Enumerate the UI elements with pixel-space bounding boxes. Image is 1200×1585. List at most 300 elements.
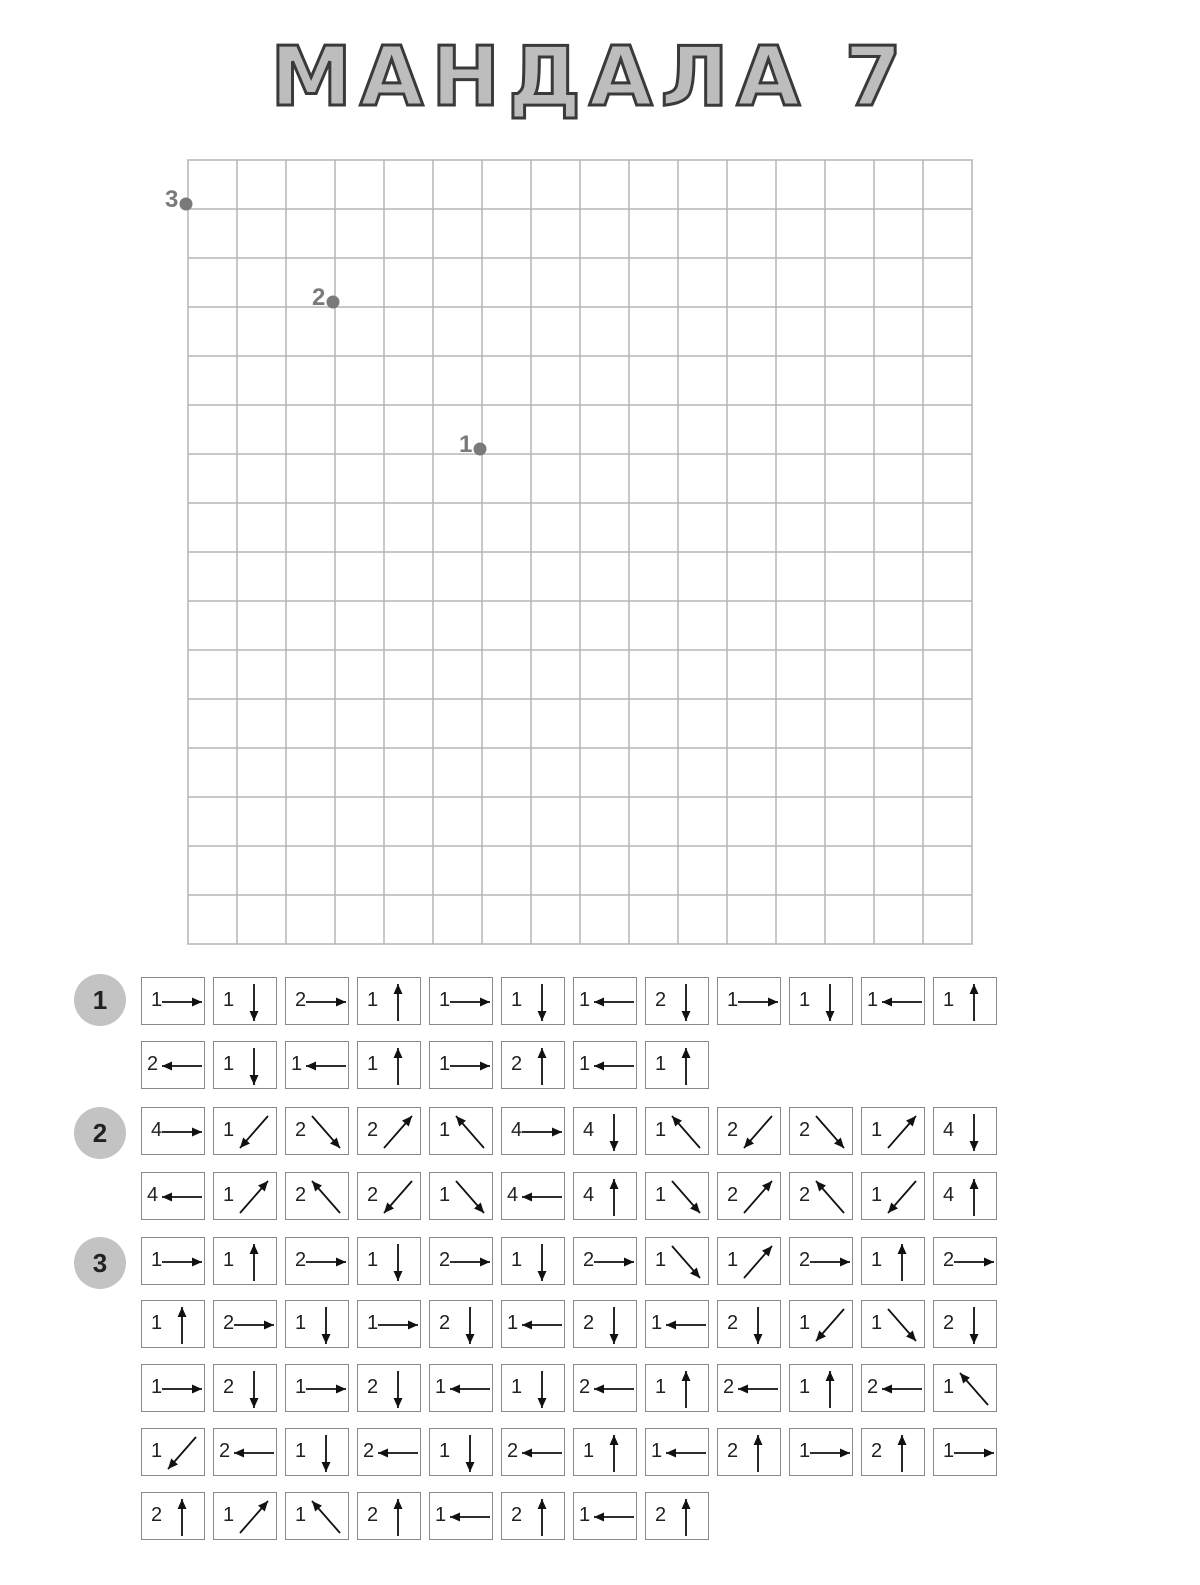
- move-count: 2: [367, 1184, 379, 1206]
- arrow-up-left-icon: [934, 1365, 998, 1413]
- move-count: 1: [579, 989, 591, 1011]
- move-count: 1: [871, 1119, 883, 1141]
- move-count: 2: [147, 1053, 159, 1075]
- move-count: 2: [727, 1184, 739, 1206]
- move-cell-up-right[interactable]: [213, 1492, 277, 1540]
- move-count: 2: [507, 1440, 519, 1462]
- arrow-up-right-icon: [214, 1493, 278, 1541]
- arrow-down-icon: [286, 1301, 350, 1349]
- move-cell-up-right[interactable]: [717, 1237, 781, 1285]
- arrow-down-icon: [430, 1429, 494, 1477]
- move-cell-left[interactable]: [141, 1041, 205, 1089]
- arrow-left-icon: [430, 1493, 494, 1541]
- arrow-down-icon: [646, 978, 710, 1026]
- move-count: 2: [439, 1312, 451, 1334]
- move-count: 1: [507, 1312, 519, 1334]
- move-cell-right[interactable]: [501, 1107, 565, 1155]
- move-cell-down[interactable]: [933, 1107, 997, 1155]
- arrow-left-icon: [718, 1365, 782, 1413]
- move-cell-left[interactable]: [573, 1041, 637, 1089]
- move-count: 1: [367, 1312, 379, 1334]
- instruction-row: [141, 1364, 997, 1412]
- move-count: 1: [151, 1312, 163, 1334]
- page-title: МАНДАЛА 7: [270, 30, 910, 125]
- move-cell-up[interactable]: [861, 1237, 925, 1285]
- arrow-down-icon: [358, 1238, 422, 1286]
- arrow-up-icon: [934, 1173, 998, 1221]
- move-cell-down[interactable]: [789, 977, 853, 1025]
- move-count: 2: [655, 1504, 667, 1526]
- arrow-right-icon: [142, 1365, 206, 1413]
- arrow-right-icon: [790, 1429, 854, 1477]
- move-count: 2: [799, 1249, 811, 1271]
- arrow-right-icon: [430, 1238, 494, 1286]
- arrow-right-icon: [430, 1042, 494, 1090]
- arrow-left-icon: [142, 1173, 206, 1221]
- move-cell-up[interactable]: [357, 1041, 421, 1089]
- move-count: 1: [295, 1376, 307, 1398]
- arrow-down-left-icon: [718, 1108, 782, 1156]
- move-count: 1: [435, 1376, 447, 1398]
- move-count: 1: [655, 1184, 667, 1206]
- arrow-right-icon: [214, 1301, 278, 1349]
- move-count: 1: [223, 1184, 235, 1206]
- move-count: 1: [799, 1440, 811, 1462]
- move-count: 2: [295, 1249, 307, 1271]
- move-cell-up-right[interactable]: [717, 1172, 781, 1220]
- move-count: 1: [871, 1312, 883, 1334]
- arrow-right-icon: [286, 978, 350, 1026]
- move-count: 4: [151, 1119, 163, 1141]
- move-cell-down[interactable]: [357, 1364, 421, 1412]
- arrow-down-left-icon: [142, 1429, 206, 1477]
- move-count: 2: [655, 989, 667, 1011]
- move-count: 4: [943, 1119, 955, 1141]
- move-count: 4: [943, 1184, 955, 1206]
- arrow-left-icon: [502, 1429, 566, 1477]
- arrow-right-icon: [142, 1108, 206, 1156]
- move-cell-up-left[interactable]: [789, 1172, 853, 1220]
- move-count: 1: [799, 1376, 811, 1398]
- move-cell-right[interactable]: [141, 1107, 205, 1155]
- move-cell-left[interactable]: [861, 977, 925, 1025]
- move-count: 1: [943, 1376, 955, 1398]
- move-count: 2: [367, 1376, 379, 1398]
- move-count: 1: [367, 1249, 379, 1271]
- arrow-up-icon: [502, 1042, 566, 1090]
- move-count: 1: [439, 1053, 451, 1075]
- step-badge-1: 1: [74, 974, 126, 1026]
- move-cell-left[interactable]: [429, 1364, 493, 1412]
- move-count: 1: [799, 989, 811, 1011]
- move-cell-up-right[interactable]: [213, 1172, 277, 1220]
- move-count: 4: [583, 1119, 595, 1141]
- move-cell-right[interactable]: [285, 1364, 349, 1412]
- move-count: 2: [799, 1184, 811, 1206]
- move-cell-right[interactable]: [933, 1428, 997, 1476]
- move-cell-up[interactable]: [357, 1492, 421, 1540]
- arrow-up-icon: [646, 1365, 710, 1413]
- move-cell-right[interactable]: [285, 1237, 349, 1285]
- move-cell-right[interactable]: [357, 1300, 421, 1348]
- move-count: 2: [295, 989, 307, 1011]
- move-cell-down[interactable]: [645, 977, 709, 1025]
- arrow-down-right-icon: [430, 1173, 494, 1221]
- arrow-down-right-icon: [286, 1108, 350, 1156]
- move-cell-left[interactable]: [429, 1492, 493, 1540]
- start-point-label: 2: [312, 284, 326, 311]
- arrow-down-right-icon: [646, 1173, 710, 1221]
- move-cell-up[interactable]: [141, 1492, 205, 1540]
- move-count: 1: [295, 1504, 307, 1526]
- move-cell-right[interactable]: [573, 1237, 637, 1285]
- arrow-up-right-icon: [214, 1173, 278, 1221]
- instruction-row: [141, 1172, 997, 1220]
- arrow-left-icon: [574, 1365, 638, 1413]
- arrow-left-icon: [646, 1429, 710, 1477]
- move-cell-up[interactable]: [573, 1172, 637, 1220]
- arrow-up-icon: [790, 1365, 854, 1413]
- arrow-down-left-icon: [358, 1173, 422, 1221]
- instruction-row: [141, 977, 997, 1025]
- move-cell-up[interactable]: [645, 1041, 709, 1089]
- arrow-left-icon: [142, 1042, 206, 1090]
- move-cell-up-left[interactable]: [933, 1364, 997, 1412]
- move-count: 1: [439, 1119, 451, 1141]
- move-count: 2: [727, 1312, 739, 1334]
- move-cell-up[interactable]: [357, 977, 421, 1025]
- arrow-right-icon: [718, 978, 782, 1026]
- arrow-down-left-icon: [790, 1301, 854, 1349]
- move-count: 2: [727, 1119, 739, 1141]
- move-cell-down-left[interactable]: [357, 1172, 421, 1220]
- move-count: 4: [511, 1119, 523, 1141]
- move-cell-up[interactable]: [933, 1172, 997, 1220]
- move-cell-down-right[interactable]: [429, 1172, 493, 1220]
- arrow-down-icon: [502, 1365, 566, 1413]
- step-badge-3: 3: [74, 1237, 126, 1289]
- move-cell-right[interactable]: [141, 977, 205, 1025]
- move-cell-down[interactable]: [573, 1300, 637, 1348]
- start-point-label: 1: [459, 431, 473, 458]
- move-cell-up-left[interactable]: [285, 1492, 349, 1540]
- arrow-down-right-icon: [646, 1238, 710, 1286]
- move-cell-left[interactable]: [357, 1428, 421, 1476]
- move-count: 1: [655, 1119, 667, 1141]
- arrow-up-icon: [358, 1493, 422, 1541]
- move-count: 2: [583, 1249, 595, 1271]
- arrow-down-right-icon: [862, 1301, 926, 1349]
- move-count: 2: [511, 1053, 523, 1075]
- arrow-up-icon: [358, 1042, 422, 1090]
- arrow-up-icon: [718, 1429, 782, 1477]
- arrow-right-icon: [934, 1238, 998, 1286]
- arrow-up-icon: [502, 1493, 566, 1541]
- move-count: 2: [223, 1312, 235, 1334]
- move-cell-right[interactable]: [717, 977, 781, 1025]
- arrow-left-icon: [502, 1301, 566, 1349]
- move-cell-up-right[interactable]: [861, 1107, 925, 1155]
- move-cell-up[interactable]: [213, 1237, 277, 1285]
- arrow-up-icon: [646, 1493, 710, 1541]
- move-count: 1: [367, 989, 379, 1011]
- move-cell-down[interactable]: [501, 977, 565, 1025]
- move-cell-up[interactable]: [141, 1300, 205, 1348]
- arrow-up-icon: [862, 1238, 926, 1286]
- move-count: 4: [507, 1184, 519, 1206]
- move-count: 1: [223, 1249, 235, 1271]
- move-count: 2: [367, 1504, 379, 1526]
- move-cell-left[interactable]: [501, 1300, 565, 1348]
- move-count: 1: [871, 1249, 883, 1271]
- move-count: 2: [223, 1376, 235, 1398]
- move-count: 1: [579, 1504, 591, 1526]
- move-cell-up[interactable]: [573, 1428, 637, 1476]
- arrow-down-icon: [574, 1108, 638, 1156]
- move-count: 1: [223, 989, 235, 1011]
- move-cell-down[interactable]: [213, 1041, 277, 1089]
- start-point-1[interactable]: [474, 443, 487, 456]
- arrow-up-right-icon: [718, 1238, 782, 1286]
- move-cell-left[interactable]: [573, 977, 637, 1025]
- arrow-up-icon: [934, 978, 998, 1026]
- move-count: 1: [799, 1312, 811, 1334]
- move-count: 2: [363, 1440, 375, 1462]
- move-count: 1: [655, 1249, 667, 1271]
- move-cell-left[interactable]: [573, 1364, 637, 1412]
- move-count: 1: [867, 989, 879, 1011]
- move-cell-up[interactable]: [501, 1492, 565, 1540]
- move-cell-down[interactable]: [933, 1300, 997, 1348]
- arrow-down-icon: [934, 1301, 998, 1349]
- move-count: 1: [871, 1184, 883, 1206]
- arrow-up-icon: [574, 1429, 638, 1477]
- arrow-up-left-icon: [286, 1493, 350, 1541]
- arrow-down-icon: [430, 1301, 494, 1349]
- arrow-up-left-icon: [790, 1173, 854, 1221]
- move-count: 1: [439, 1184, 451, 1206]
- move-cell-down[interactable]: [501, 1237, 565, 1285]
- start-point-3[interactable]: [180, 198, 193, 211]
- move-cell-up-right[interactable]: [357, 1107, 421, 1155]
- arrow-right-icon: [574, 1238, 638, 1286]
- move-cell-right[interactable]: [789, 1428, 853, 1476]
- move-cell-left[interactable]: [141, 1172, 205, 1220]
- move-cell-down-left[interactable]: [213, 1107, 277, 1155]
- arrow-left-icon: [358, 1429, 422, 1477]
- arrow-left-icon: [862, 978, 926, 1026]
- move-count: 2: [367, 1119, 379, 1141]
- move-cell-down-left[interactable]: [717, 1107, 781, 1155]
- move-cell-right[interactable]: [933, 1237, 997, 1285]
- step-badge-2: 2: [74, 1107, 126, 1159]
- move-count: 1: [511, 1249, 523, 1271]
- move-cell-down[interactable]: [285, 1300, 349, 1348]
- move-cell-right[interactable]: [213, 1300, 277, 1348]
- move-count: 2: [511, 1504, 523, 1526]
- arrow-up-icon: [358, 978, 422, 1026]
- move-count: 1: [651, 1440, 663, 1462]
- move-count: 2: [151, 1504, 163, 1526]
- arrow-up-icon: [862, 1429, 926, 1477]
- move-cell-up-left[interactable]: [429, 1107, 493, 1155]
- arrow-down-icon: [214, 1042, 278, 1090]
- arrow-down-icon: [934, 1108, 998, 1156]
- move-count: 1: [291, 1053, 303, 1075]
- move-cell-left[interactable]: [501, 1428, 565, 1476]
- arrow-up-left-icon: [646, 1108, 710, 1156]
- move-cell-right[interactable]: [429, 977, 493, 1025]
- move-cell-up[interactable]: [789, 1364, 853, 1412]
- move-count: 1: [511, 989, 523, 1011]
- arrow-right-icon: [286, 1365, 350, 1413]
- move-cell-down-right[interactable]: [285, 1107, 349, 1155]
- instruction-row: [141, 1300, 997, 1348]
- move-cell-right[interactable]: [429, 1237, 493, 1285]
- move-cell-up[interactable]: [645, 1492, 709, 1540]
- arrow-right-icon: [286, 1238, 350, 1286]
- arrow-down-left-icon: [214, 1108, 278, 1156]
- arrow-left-icon: [574, 1493, 638, 1541]
- move-cell-right[interactable]: [285, 977, 349, 1025]
- arrow-up-right-icon: [718, 1173, 782, 1221]
- move-count: 1: [367, 1053, 379, 1075]
- arrow-up-icon: [142, 1493, 206, 1541]
- move-cell-left[interactable]: [861, 1364, 925, 1412]
- move-count: 2: [583, 1312, 595, 1334]
- move-cell-down[interactable]: [285, 1428, 349, 1476]
- arrow-up-left-icon: [430, 1108, 494, 1156]
- move-cell-down-right[interactable]: [645, 1172, 709, 1220]
- move-count: 4: [147, 1184, 159, 1206]
- move-count: 1: [511, 1376, 523, 1398]
- move-cell-up-left[interactable]: [645, 1107, 709, 1155]
- move-cell-down[interactable]: [213, 1364, 277, 1412]
- move-cell-down-right[interactable]: [861, 1300, 925, 1348]
- move-count: 1: [943, 1440, 955, 1462]
- arrow-down-icon: [214, 978, 278, 1026]
- arrow-right-icon: [142, 978, 206, 1026]
- move-count: 2: [439, 1249, 451, 1271]
- move-count: 1: [439, 1440, 451, 1462]
- move-cell-down-left[interactable]: [141, 1428, 205, 1476]
- move-cell-down-left[interactable]: [861, 1172, 925, 1220]
- start-point-2[interactable]: [327, 296, 340, 309]
- move-cell-left[interactable]: [645, 1300, 709, 1348]
- move-count: 1: [151, 1376, 163, 1398]
- move-count: 2: [799, 1119, 811, 1141]
- move-count: 2: [723, 1376, 735, 1398]
- arrow-down-icon: [790, 978, 854, 1026]
- move-cell-down[interactable]: [717, 1300, 781, 1348]
- move-cell-down[interactable]: [429, 1300, 493, 1348]
- move-count: 1: [727, 1249, 739, 1271]
- move-count: 1: [439, 989, 451, 1011]
- move-cell-up-left[interactable]: [285, 1172, 349, 1220]
- move-cell-down[interactable]: [501, 1364, 565, 1412]
- move-count: 2: [295, 1184, 307, 1206]
- arrow-right-icon: [790, 1238, 854, 1286]
- move-cell-up[interactable]: [861, 1428, 925, 1476]
- move-cell-right[interactable]: [429, 1041, 493, 1089]
- move-count: 1: [223, 1053, 235, 1075]
- move-count: 1: [655, 1376, 667, 1398]
- instruction-row: [141, 1428, 997, 1476]
- arrow-up-right-icon: [862, 1108, 926, 1156]
- move-cell-up[interactable]: [933, 977, 997, 1025]
- instruction-row: [141, 1041, 709, 1089]
- move-count: 1: [655, 1053, 667, 1075]
- arrow-left-icon: [502, 1173, 566, 1221]
- move-count: 1: [579, 1053, 591, 1075]
- move-count: 1: [435, 1504, 447, 1526]
- move-cell-left[interactable]: [285, 1041, 349, 1089]
- arrow-left-icon: [862, 1365, 926, 1413]
- arrow-right-icon: [502, 1108, 566, 1156]
- arrow-right-icon: [430, 978, 494, 1026]
- arrow-up-icon: [646, 1042, 710, 1090]
- move-cell-down[interactable]: [573, 1107, 637, 1155]
- move-count: 1: [295, 1312, 307, 1334]
- arrow-down-icon: [286, 1429, 350, 1477]
- move-cell-right[interactable]: [141, 1364, 205, 1412]
- arrow-down-icon: [214, 1365, 278, 1413]
- move-cell-right[interactable]: [789, 1237, 853, 1285]
- move-cell-left[interactable]: [501, 1172, 565, 1220]
- move-count: 2: [943, 1312, 955, 1334]
- move-count: 1: [727, 989, 739, 1011]
- move-cell-left[interactable]: [645, 1428, 709, 1476]
- arrow-left-icon: [646, 1301, 710, 1349]
- arrow-down-icon: [718, 1301, 782, 1349]
- instruction-row: [141, 1492, 709, 1540]
- arrow-up-icon: [574, 1173, 638, 1221]
- move-count: 2: [579, 1376, 591, 1398]
- move-cell-up[interactable]: [645, 1364, 709, 1412]
- move-count: 1: [151, 989, 163, 1011]
- move-count: 1: [223, 1119, 235, 1141]
- move-count: 2: [867, 1376, 879, 1398]
- move-count: 1: [651, 1312, 663, 1334]
- arrow-left-icon: [574, 978, 638, 1026]
- move-cell-down-right[interactable]: [645, 1237, 709, 1285]
- move-cell-down-left[interactable]: [789, 1300, 853, 1348]
- arrow-down-icon: [358, 1365, 422, 1413]
- arrow-up-icon: [142, 1301, 206, 1349]
- move-cell-down[interactable]: [429, 1428, 493, 1476]
- move-count: 2: [727, 1440, 739, 1462]
- move-count: 1: [223, 1504, 235, 1526]
- move-cell-right[interactable]: [141, 1237, 205, 1285]
- move-count: 1: [151, 1249, 163, 1271]
- move-count: 1: [295, 1440, 307, 1462]
- move-cell-up[interactable]: [501, 1041, 565, 1089]
- move-cell-down[interactable]: [357, 1237, 421, 1285]
- move-cell-left[interactable]: [213, 1428, 277, 1476]
- move-cell-left[interactable]: [573, 1492, 637, 1540]
- arrow-left-icon: [574, 1042, 638, 1090]
- instruction-row: [141, 1107, 997, 1155]
- move-cell-down-right[interactable]: [789, 1107, 853, 1155]
- arrow-up-left-icon: [286, 1173, 350, 1221]
- move-cell-left[interactable]: [717, 1364, 781, 1412]
- arrow-left-icon: [286, 1042, 350, 1090]
- move-count: 1: [943, 989, 955, 1011]
- move-cell-up[interactable]: [717, 1428, 781, 1476]
- move-count: 1: [151, 1440, 163, 1462]
- move-cell-down[interactable]: [213, 977, 277, 1025]
- arrow-down-icon: [502, 978, 566, 1026]
